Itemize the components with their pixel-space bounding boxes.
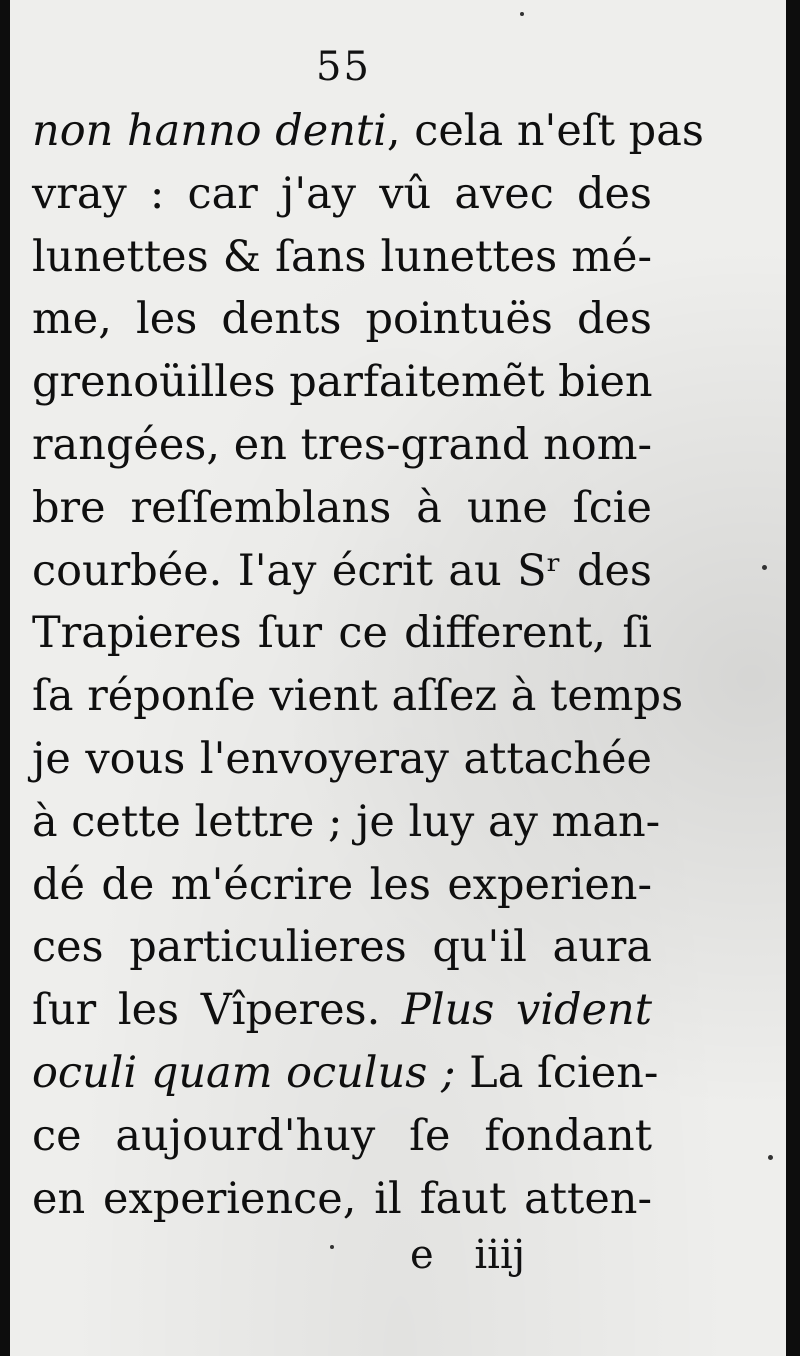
ink-speck: [330, 1245, 334, 1249]
text-line: [32, 602, 652, 665]
text-line: [32, 854, 652, 917]
text-line: [32, 477, 652, 540]
text-line: [32, 163, 652, 226]
text-line: [32, 1105, 652, 1168]
text-segment: ce aujourd'huy ſe fondant: [32, 1110, 652, 1161]
text-line: [32, 226, 652, 289]
text-line: [32, 351, 652, 414]
text-line: [32, 916, 652, 979]
text-line: [32, 979, 652, 1042]
text-segment: ces particulieres qu'il aura: [32, 922, 652, 973]
ink-speck: [768, 1155, 773, 1160]
text-line: [32, 100, 704, 163]
signature-mark: e iiij: [410, 1232, 526, 1278]
text-line: [32, 665, 684, 728]
page-number: 55: [316, 44, 371, 90]
text-segment: dé de m'écrire les experien-: [32, 859, 652, 910]
text-segment: courbée. I'ay écrit au Sʳ des: [32, 545, 652, 596]
text-segment: grenoüilles parfaitemẽt bien: [32, 357, 653, 408]
text-line: [32, 1168, 652, 1231]
text-segment: me, les dents pointuës des: [32, 294, 652, 345]
text-segment: ſur les Vîperes.: [32, 985, 402, 1036]
text-segment: Plus vident: [401, 985, 652, 1036]
text-line: [32, 540, 652, 603]
page-right-edge: [786, 0, 800, 1356]
page-left-edge: [0, 0, 10, 1356]
text-segment: à cette lettre ; je luy ay man-: [32, 796, 661, 847]
text-line: [32, 288, 652, 351]
text-segment: , cela n'eſt pas: [386, 106, 704, 156]
text-segment: lunettes & ſans lunettes mé-: [32, 231, 652, 282]
text-segment: bre reſſemblans à une ſcie: [32, 482, 652, 533]
text-segment: Trapieres ſur ce different, ſi: [32, 608, 652, 659]
text-segment: oculi quam oculus ;: [32, 1047, 456, 1098]
body-text: [32, 100, 704, 1230]
text-segment: rangées, en tres-grand nom-: [32, 419, 652, 470]
text-segment: ſa réponſe vient aſſez à temps: [32, 671, 684, 722]
ink-speck: [520, 12, 524, 16]
ink-speck: [762, 565, 767, 570]
text-line: [32, 1042, 659, 1105]
text-segment: en experience, il faut atten-: [32, 1173, 652, 1224]
text-segment: La ſcien-: [455, 1047, 659, 1098]
text-segment: je vous l'envoyeray attachée: [32, 733, 652, 784]
text-segment: non hanno denti: [32, 106, 387, 156]
text-line: [32, 791, 661, 854]
text-line: [32, 728, 652, 791]
text-segment: vray : car j'ay vû avec des: [32, 168, 652, 219]
book-page: [10, 0, 790, 1356]
text-line: [32, 414, 652, 477]
